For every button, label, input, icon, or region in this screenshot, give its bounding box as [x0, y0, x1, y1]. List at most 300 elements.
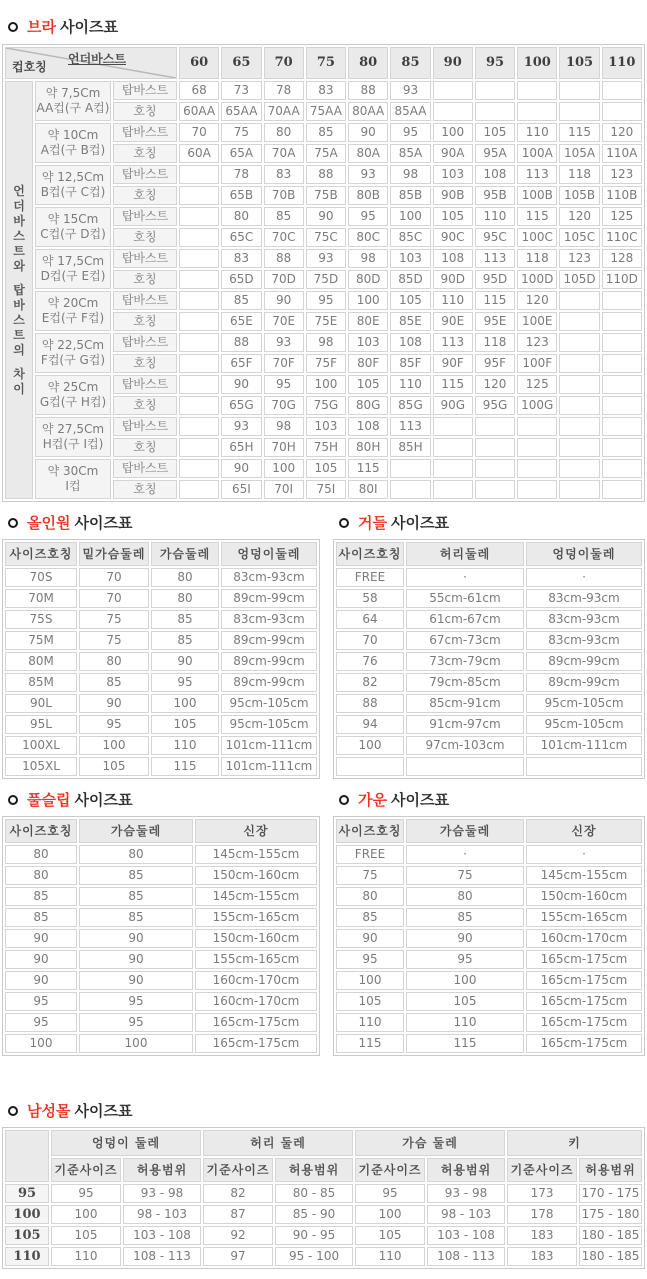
call-cell: 70D: [264, 270, 304, 289]
cell: 85: [79, 866, 193, 885]
column-header: 허리둘레: [406, 542, 524, 566]
cell: FREE: [336, 845, 404, 864]
topbust-cell: 125: [517, 375, 557, 394]
topbust-cell: 95: [390, 123, 430, 142]
call-cell: 90A: [433, 144, 473, 163]
topbust-cell: 105: [348, 375, 388, 394]
topbust-cell: [179, 207, 219, 226]
cell: 97: [203, 1247, 273, 1266]
topbust-cell: 100: [306, 375, 346, 394]
vertical-label-char: 차: [13, 366, 25, 381]
table-row: [5, 1013, 317, 1032]
call-cell: [559, 396, 599, 415]
cell: 101cm-111cm: [221, 736, 317, 755]
table-row: [336, 736, 642, 755]
cell: 165cm-175cm: [526, 992, 642, 1011]
call-row-label: 호칭: [113, 102, 177, 121]
cell: 145cm-155cm: [195, 887, 317, 906]
table-row: [336, 866, 642, 885]
call-row-label: 호칭: [113, 354, 177, 373]
bra-corner-cell: [5, 47, 177, 79]
cell: 89cm-99cm: [526, 673, 642, 692]
topbust-cell: 95: [348, 207, 388, 226]
cell: 92: [203, 1226, 273, 1245]
call-row-label: 호칭: [113, 144, 177, 163]
table-row: [336, 673, 642, 692]
cup-diff-text: 약 30Cm: [47, 464, 99, 478]
cell: 145cm-155cm: [195, 845, 317, 864]
cell: 55cm-61cm: [406, 589, 524, 608]
table-row: [336, 694, 642, 713]
call-cell: 95A: [475, 144, 515, 163]
cell: ·: [406, 568, 524, 587]
column-header: 가슴둘레: [406, 819, 524, 843]
cell: 94: [336, 715, 404, 734]
cell: 85: [406, 908, 524, 927]
cell: 85 - 90: [275, 1205, 353, 1224]
cup-diff-text: 약 22,5Cm: [41, 338, 105, 352]
table-row: [336, 589, 642, 608]
fullslip-section-title: [8, 791, 320, 809]
cup-name-text: E컵(구 F컵): [41, 311, 105, 325]
mens-table-row: [5, 1247, 642, 1266]
call-cell: 110C: [602, 228, 642, 247]
cell: 165cm-175cm: [195, 1034, 317, 1053]
topbust-cell: 108: [390, 333, 430, 352]
call-cell: 65H: [221, 438, 261, 457]
topbust-cell: 113: [433, 333, 473, 352]
allinone-size-table: [2, 539, 320, 779]
cell: 105: [51, 1226, 121, 1245]
cell: 165cm-175cm: [195, 1013, 317, 1032]
cell: 85: [5, 887, 77, 906]
girdle-title-suffix: 사이즈표: [390, 514, 449, 532]
underbust-col-header: 105: [559, 47, 599, 79]
topbust-cell: 108: [433, 249, 473, 268]
bra-topbust-row: [5, 291, 642, 310]
call-cell: 80H: [348, 438, 388, 457]
topbust-row-label: 탑바스트: [113, 459, 177, 478]
call-cell: 100A: [517, 144, 557, 163]
topbust-cell: 105: [475, 123, 515, 142]
cup-diff-text: 약 20Cm: [47, 296, 99, 310]
cell: 75S: [5, 610, 77, 629]
call-cell: 95B: [475, 186, 515, 205]
column-header: 사이즈호칭: [336, 819, 404, 843]
underbust-col-header: 70: [264, 47, 304, 79]
cup-name-text: G컵(구 H컵): [39, 395, 107, 409]
cell: 180 - 185: [579, 1247, 642, 1266]
topbust-cell: 98: [390, 165, 430, 184]
topbust-cell: [559, 459, 599, 478]
underbust-col-header: 100: [517, 47, 557, 79]
table-row: [336, 845, 642, 864]
topbust-cell: 113: [475, 249, 515, 268]
call-cell: 80F: [348, 354, 388, 373]
topbust-cell: 73: [221, 81, 261, 100]
call-cell: 65B: [221, 186, 261, 205]
bullet-icon: [339, 795, 349, 805]
topbust-cell: 103: [390, 249, 430, 268]
cell: 160cm-170cm: [526, 929, 642, 948]
call-cell: 85B: [390, 186, 430, 205]
cell: 105: [79, 757, 149, 776]
mens-table-row: [5, 1184, 642, 1203]
call-cell: [179, 312, 219, 331]
table-header-row: [336, 819, 642, 843]
cell: FREE: [336, 568, 404, 587]
call-cell: 100B: [517, 186, 557, 205]
call-cell: 70AA: [264, 102, 304, 121]
cell: 90: [5, 971, 77, 990]
cell: 100: [336, 971, 404, 990]
cell: 76: [336, 652, 404, 671]
cell: 75: [336, 866, 404, 885]
topbust-row-label: 탑바스트: [113, 123, 177, 142]
topbust-row-label: 탑바스트: [113, 291, 177, 310]
cell: ·: [526, 568, 642, 587]
topbust-cell: 83: [221, 249, 261, 268]
call-cell: 80C: [348, 228, 388, 247]
topbust-cell: [179, 459, 219, 478]
call-cell: [602, 438, 642, 457]
call-cell: [179, 186, 219, 205]
measure-group-header: 엉덩이 둘레: [51, 1130, 201, 1156]
cell: 100: [336, 736, 404, 755]
call-row-label: 호칭: [113, 438, 177, 457]
sub-column-header: 기준사이즈: [507, 1158, 577, 1182]
table-row: [5, 1034, 317, 1053]
cell: 165cm-175cm: [526, 950, 642, 969]
call-cell: [475, 480, 515, 499]
vertical-label-char: 스: [13, 228, 25, 243]
cup-name-axis-label: 컵호칭: [12, 60, 47, 74]
cell: 90: [406, 929, 524, 948]
cell: 90: [79, 950, 193, 969]
bra-topbust-row: [5, 459, 642, 478]
underbust-col-header: 60: [179, 47, 219, 79]
topbust-cell: [433, 459, 473, 478]
table-row: [5, 845, 317, 864]
cell: 87: [203, 1205, 273, 1224]
vertical-label-char: 의: [13, 342, 25, 357]
topbust-row-label: 탑바스트: [113, 207, 177, 226]
table-row: [5, 887, 317, 906]
call-cell: [602, 312, 642, 331]
column-header: 엉덩이둘레: [221, 542, 317, 566]
cup-name-text: B컵(구 C컵): [40, 185, 106, 199]
call-cell: 75B: [306, 186, 346, 205]
cell: 75: [79, 631, 149, 650]
cup-label: [35, 81, 111, 121]
topbust-cell: [559, 417, 599, 436]
call-cell: 85H: [390, 438, 430, 457]
underbust-topbust-diff-label: [5, 81, 33, 499]
table-row: [5, 992, 317, 1011]
cell: 80: [151, 568, 219, 587]
cell: 95: [79, 992, 193, 1011]
topbust-cell: 85: [221, 291, 261, 310]
cup-name-text: C컵(구 D컵): [40, 227, 106, 241]
call-cell: [559, 354, 599, 373]
table-row: [336, 1013, 642, 1032]
call-cell: 70A: [264, 144, 304, 163]
cell: 110: [336, 1013, 404, 1032]
bra-size-table: [2, 44, 645, 502]
topbust-cell: 100: [348, 291, 388, 310]
cell: 83cm-93cm: [221, 568, 317, 587]
call-cell: 95D: [475, 270, 515, 289]
gown-title-suffix: 사이즈표: [390, 791, 449, 809]
cell: 90L: [5, 694, 77, 713]
topbust-cell: [559, 333, 599, 352]
mens-size-table: [2, 1127, 645, 1269]
cell: 105: [151, 715, 219, 734]
topbust-cell: 115: [348, 459, 388, 478]
call-cell: 65F: [221, 354, 261, 373]
call-cell: 80G: [348, 396, 388, 415]
call-cell: 100C: [517, 228, 557, 247]
cell: 100: [79, 1034, 193, 1053]
cell: 103 - 108: [427, 1226, 505, 1245]
topbust-cell: 83: [306, 81, 346, 100]
topbust-cell: [559, 81, 599, 100]
gown-section-title: [339, 791, 645, 809]
call-cell: 105A: [559, 144, 599, 163]
call-cell: 90B: [433, 186, 473, 205]
measure-group-header: 허리 둘레: [203, 1130, 353, 1156]
cell: 101cm-111cm: [526, 736, 642, 755]
fullslip-size-table: [2, 816, 320, 1056]
topbust-cell: 115: [559, 123, 599, 142]
bra-topbust-row: [5, 249, 642, 268]
cell: 175 - 180: [579, 1205, 642, 1224]
topbust-cell: 90: [348, 123, 388, 142]
topbust-row-label: 탑바스트: [113, 249, 177, 268]
call-cell: 75AA: [306, 102, 346, 121]
table-row: [336, 757, 642, 776]
table-row: [336, 950, 642, 969]
call-row-label: 호칭: [113, 480, 177, 499]
call-row-label: 호칭: [113, 228, 177, 247]
call-cell: 60A: [179, 144, 219, 163]
cup-diff-text: 약 25Cm: [47, 380, 99, 394]
table-row: [5, 652, 317, 671]
call-cell: 60AA: [179, 102, 219, 121]
cell: 95: [151, 673, 219, 692]
cell: 105XL: [5, 757, 77, 776]
girdle-size-table: [333, 539, 645, 779]
cup-diff-text: 약 12,5Cm: [41, 170, 105, 184]
topbust-row-label: 탑바스트: [113, 165, 177, 184]
bra-section-title: [8, 18, 647, 36]
cell: 165cm-175cm: [526, 971, 642, 990]
topbust-cell: 93: [264, 333, 304, 352]
cell: 95: [79, 715, 149, 734]
cell: 75M: [5, 631, 77, 650]
cell: 105: [355, 1226, 425, 1245]
cup-label: [35, 291, 111, 331]
call-cell: 90F: [433, 354, 473, 373]
cell: 95: [51, 1184, 121, 1203]
cell: 90: [79, 929, 193, 948]
topbust-cell: 100: [433, 123, 473, 142]
cell: 85: [79, 908, 193, 927]
bra-topbust-row: [5, 165, 642, 184]
call-cell: 95E: [475, 312, 515, 331]
topbust-cell: 110: [517, 123, 557, 142]
call-cell: [559, 480, 599, 499]
call-cell: [179, 480, 219, 499]
cell: 88: [336, 694, 404, 713]
cell: 170 - 175: [579, 1184, 642, 1203]
table-row: [336, 652, 642, 671]
cell: 108 - 113: [123, 1247, 201, 1266]
cup-name-text: AA컵(구 A컵): [36, 101, 110, 115]
call-row-label: 호칭: [113, 186, 177, 205]
topbust-cell: [390, 459, 430, 478]
topbust-cell: 95: [264, 375, 304, 394]
call-cell: [559, 102, 599, 121]
cell: 95: [355, 1184, 425, 1203]
topbust-cell: [475, 81, 515, 100]
cup-diff-text: 약 27,5Cm: [41, 422, 105, 436]
cup-label: [35, 459, 111, 499]
topbust-cell: 108: [348, 417, 388, 436]
cup-name-text: A컵(구 B컵): [40, 143, 106, 157]
cell: 150cm-160cm: [195, 929, 317, 948]
topbust-cell: 93: [348, 165, 388, 184]
sub-column-header: 허용범위: [275, 1158, 353, 1182]
table-row: [5, 757, 317, 776]
cup-diff-text: 약 10Cm: [47, 128, 99, 142]
vertical-label-char: 트: [13, 243, 25, 258]
table-row: [5, 610, 317, 629]
call-cell: 75H: [306, 438, 346, 457]
cell: 90: [79, 694, 149, 713]
call-cell: 65C: [221, 228, 261, 247]
call-cell: 100F: [517, 354, 557, 373]
cup-name-text: I컵: [65, 479, 81, 493]
topbust-cell: 98: [264, 417, 304, 436]
cup-label: [35, 123, 111, 163]
cell: 95L: [5, 715, 77, 734]
cell: 115: [406, 1034, 524, 1053]
sub-column-header: 허용범위: [427, 1158, 505, 1182]
topbust-cell: 113: [517, 165, 557, 184]
column-header: 사이즈호칭: [5, 542, 77, 566]
cup-diff-text: 약 15Cm: [47, 212, 99, 226]
call-cell: 65D: [221, 270, 261, 289]
call-cell: 110D: [602, 270, 642, 289]
topbust-cell: 90: [221, 459, 261, 478]
cell: 103 - 108: [123, 1226, 201, 1245]
call-cell: 70H: [264, 438, 304, 457]
cell: ·: [406, 845, 524, 864]
topbust-cell: 95: [306, 291, 346, 310]
bra-title-suffix: 사이즈표: [59, 18, 118, 36]
call-cell: 110B: [602, 186, 642, 205]
table-row: [5, 971, 317, 990]
topbust-cell: 120: [559, 207, 599, 226]
call-cell: 100D: [517, 270, 557, 289]
cell: 160cm-170cm: [195, 971, 317, 990]
topbust-row-label: 탑바스트: [113, 333, 177, 352]
sub-column-header: 허용범위: [123, 1158, 201, 1182]
topbust-cell: [559, 375, 599, 394]
bullet-icon: [8, 22, 18, 32]
column-header: 신장: [526, 819, 642, 843]
call-cell: 75E: [306, 312, 346, 331]
cell: 100: [51, 1205, 121, 1224]
table-row: [336, 610, 642, 629]
topbust-cell: [602, 81, 642, 100]
topbust-cell: 70: [179, 123, 219, 142]
topbust-cell: 105: [433, 207, 473, 226]
call-cell: [179, 270, 219, 289]
call-cell: 90E: [433, 312, 473, 331]
topbust-cell: [433, 81, 473, 100]
cup-name-text: D컵(구 E컵): [40, 269, 106, 283]
sub-column-header: 허용범위: [579, 1158, 642, 1182]
cell: 150cm-160cm: [195, 866, 317, 885]
cell: 83cm-93cm: [526, 610, 642, 629]
call-cell: 105D: [559, 270, 599, 289]
cell: ·: [526, 845, 642, 864]
cell: 173: [507, 1184, 577, 1203]
cell: 105: [336, 992, 404, 1011]
call-cell: 80D: [348, 270, 388, 289]
call-cell: [559, 312, 599, 331]
cell: 80: [336, 887, 404, 906]
cell: 95cm-105cm: [526, 715, 642, 734]
gown-title-keyword: 가운: [358, 791, 387, 809]
bra-header-row: [5, 47, 642, 79]
call-cell: 95G: [475, 396, 515, 415]
topbust-cell: 105: [306, 459, 346, 478]
table-row: [5, 568, 317, 587]
call-cell: 65A: [221, 144, 261, 163]
cell: 80M: [5, 652, 77, 671]
table-row: [336, 929, 642, 948]
mens-title-keyword: 남성몰: [27, 1102, 71, 1120]
fullslip-title-keyword: 풀슬립: [27, 791, 71, 809]
cell: 100: [355, 1205, 425, 1224]
cell: 89cm-99cm: [221, 631, 317, 650]
cell: 61cm-67cm: [406, 610, 524, 629]
table-row: [5, 866, 317, 885]
cell: 85M: [5, 673, 77, 692]
cell: 89cm-99cm: [221, 589, 317, 608]
cell: 95: [5, 1013, 77, 1032]
cup-diff-text: 약 7,5Cm: [45, 86, 101, 100]
vertical-label-char: 이: [13, 381, 25, 396]
mens-corner-cell: [5, 1130, 49, 1182]
call-cell: 85G: [390, 396, 430, 415]
topbust-cell: [602, 291, 642, 310]
cell: 95: [5, 992, 77, 1011]
cell: 95 - 100: [275, 1247, 353, 1266]
mens-group-header-row: [5, 1130, 642, 1156]
topbust-cell: 78: [221, 165, 261, 184]
vertical-label-char: 더: [13, 198, 25, 213]
size-row-label: 95: [5, 1184, 49, 1203]
underbust-col-header: 85: [390, 47, 430, 79]
cell: 155cm-165cm: [526, 908, 642, 927]
cell: 79cm-85cm: [406, 673, 524, 692]
cell: 183: [507, 1247, 577, 1266]
call-cell: 65I: [221, 480, 261, 499]
